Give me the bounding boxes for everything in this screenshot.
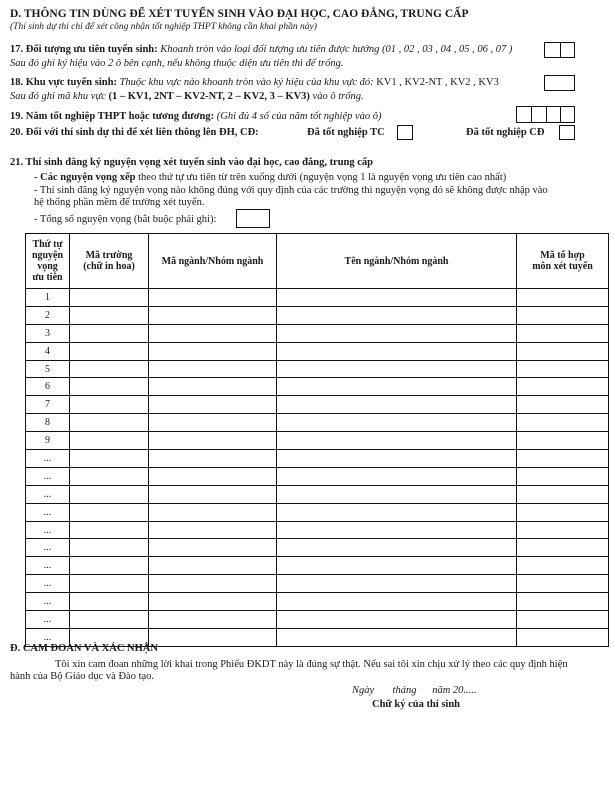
school-code-cell[interactable] (70, 450, 149, 468)
school-code-cell[interactable] (70, 414, 149, 432)
combination-cell[interactable] (517, 611, 609, 629)
major-code-cell[interactable] (149, 432, 277, 450)
section-d-note: (Thí sinh dự thi chỉ để xét công nhận tốt nghiệp THPT không cần khai phần này) (10, 22, 317, 32)
major-name-cell[interactable] (277, 414, 517, 432)
major-code-cell[interactable] (149, 396, 277, 414)
table-row (26, 289, 609, 307)
q19-line (10, 111, 382, 122)
q20-opt2-label: Đã tốt nghiệp CĐ (466, 127, 545, 138)
box-divider (560, 107, 561, 122)
major-name-cell[interactable] (277, 432, 517, 450)
priority-cell: 5 (26, 360, 70, 378)
q21-bullet2-line1: - Thí sinh đăng ký nguyện vọng nào không đúng với quy định của các trường thì nguyện vọng đó sẽ không được nhập vào (34, 185, 548, 196)
combination-cell[interactable] (517, 414, 609, 432)
major-name-cell[interactable] (277, 611, 517, 629)
signature-label: Chữ ký của thí sinh (372, 699, 460, 710)
q21-bullet3: - Tổng số nguyện vọng (bắt buộc phải ghi): (34, 214, 217, 225)
combination-cell[interactable] (517, 396, 609, 414)
school-code-cell[interactable] (70, 396, 149, 414)
priority-cell: ... (26, 450, 70, 468)
combination-cell[interactable] (517, 378, 609, 396)
total-aspirations-box[interactable] (236, 209, 270, 228)
q21-bullet2-line2: hệ thống phần mềm để trường xét tuyển. (34, 197, 205, 208)
table-row (26, 414, 609, 432)
priority-cell: ... (26, 611, 70, 629)
major-code-cell[interactable] (149, 342, 277, 360)
col-combination-header: Mã tổ hợp môn xét tuyển (517, 234, 609, 289)
major-code-cell[interactable] (149, 521, 277, 539)
combination-cell[interactable] (517, 360, 609, 378)
school-code-cell[interactable] (70, 289, 149, 307)
q19-year-box[interactable] (516, 106, 575, 123)
q20-label: 20. Đối với thí sinh dự thi để xét liên thông lên ĐH, CĐ: (10, 127, 259, 138)
major-name-cell[interactable] (277, 628, 517, 646)
major-name-cell[interactable] (277, 575, 517, 593)
box-divider (546, 107, 547, 122)
school-code-cell[interactable] (70, 521, 149, 539)
q18-text1: Thuộc khu vực nào khoanh tròn vào ký hiệu của khu vực đó: (119, 77, 374, 88)
box-divider (560, 43, 561, 57)
q20-cd-checkbox[interactable] (559, 125, 575, 140)
section-dd-title: Đ. CAM ĐOAN VÀ XÁC NHẬN (10, 643, 158, 654)
combination-cell[interactable] (517, 593, 609, 611)
priority-cell: ... (26, 593, 70, 611)
q18-line2 (10, 91, 364, 102)
major-code-cell[interactable] (149, 628, 277, 646)
table-row (26, 360, 609, 378)
combination-cell[interactable] (517, 539, 609, 557)
major-code-cell[interactable] (149, 467, 277, 485)
school-code-cell[interactable] (70, 324, 149, 342)
major-code-cell[interactable] (149, 450, 277, 468)
major-code-cell[interactable] (149, 611, 277, 629)
q21-bullet1 (34, 172, 506, 183)
q18-label: 18. Khu vực tuyển sinh: (10, 77, 117, 88)
major-name-cell[interactable] (277, 306, 517, 324)
major-code-cell[interactable] (149, 306, 277, 324)
major-code-cell[interactable] (149, 539, 277, 557)
combination-cell[interactable] (517, 432, 609, 450)
combination-cell[interactable] (517, 575, 609, 593)
priority-cell: ... (26, 467, 70, 485)
school-code-cell[interactable] (70, 575, 149, 593)
table-row (26, 450, 609, 468)
priority-cell: 8 (26, 414, 70, 432)
col-priority-header: Thứ tự nguyện vọng ưu tiên (26, 234, 70, 289)
school-code-cell[interactable] (70, 593, 149, 611)
major-code-cell[interactable] (149, 414, 277, 432)
priority-cell: ... (26, 485, 70, 503)
school-code-cell[interactable] (70, 557, 149, 575)
major-name-cell[interactable] (277, 539, 517, 557)
major-name-cell[interactable] (277, 521, 517, 539)
section-d-title: D. THÔNG TIN DÙNG ĐỂ XÉT TUYỂN SINH VÀO ĐẠI HỌC, CAO ĐẲNG, TRUNG CẤP (10, 8, 469, 20)
major-name-cell[interactable] (277, 396, 517, 414)
col-major-code-header: Mã ngành/Nhóm ngành (149, 234, 277, 289)
q19-note: (Ghi đủ 4 số của năm tốt nghiệp vào ô) (216, 111, 382, 122)
q20-tc-checkbox[interactable] (397, 125, 413, 140)
table-row (26, 324, 609, 342)
box-divider (531, 107, 532, 122)
combination-cell[interactable] (517, 467, 609, 485)
school-code-cell[interactable] (70, 467, 149, 485)
major-code-cell[interactable] (149, 289, 277, 307)
school-code-cell[interactable] (70, 306, 149, 324)
priority-cell: ... (26, 521, 70, 539)
major-name-cell[interactable] (277, 342, 517, 360)
signature-date: Ngày tháng năm 20..... (352, 685, 477, 696)
commitment-line1: Tôi xin cam đoan những lời khai trong Phiếu ĐKDT này là đúng sự thật. Nếu sai tôi xin chịu xử lý theo các quy định hiện (55, 659, 568, 670)
major-name-cell[interactable] (277, 485, 517, 503)
q18-codes: KV1 , KV2-NT , KV2 , KV3 (376, 77, 499, 88)
school-code-cell[interactable] (70, 360, 149, 378)
q18-text2c: vào ô trống. (312, 91, 364, 102)
major-code-cell[interactable] (149, 378, 277, 396)
major-name-cell[interactable] (277, 360, 517, 378)
combination-cell[interactable] (517, 521, 609, 539)
combination-cell[interactable] (517, 324, 609, 342)
q19-label: 19. Năm tốt nghiệp THPT hoặc tương đương: (10, 111, 215, 122)
combination-cell[interactable] (517, 557, 609, 575)
major-name-cell[interactable] (277, 324, 517, 342)
table-row (26, 557, 609, 575)
q17-line1 (10, 44, 512, 55)
table-row (26, 503, 609, 521)
table-row (26, 378, 609, 396)
school-code-cell[interactable] (70, 503, 149, 521)
col-major-name-header: Tên ngành/Nhóm ngành (277, 234, 517, 289)
table-row (26, 342, 609, 360)
q17-label: 17. Đối tượng ưu tiên tuyển sinh: (10, 44, 158, 55)
q21-label: 21. Thí sinh đăng ký nguyện vọng xét tuyển sinh vào đại học, cao đẳng, trung cấp (10, 157, 374, 168)
priority-cell: ... (26, 575, 70, 593)
major-code-cell[interactable] (149, 557, 277, 575)
commitment-line2: hành của Bộ Giáo dục và Đào tạo. (10, 671, 155, 682)
combination-cell[interactable] (517, 503, 609, 521)
q18-line1 (10, 77, 499, 88)
combination-cell[interactable] (517, 485, 609, 503)
combination-cell[interactable] (517, 628, 609, 646)
major-name-cell[interactable] (277, 467, 517, 485)
q18-text2a: Sau đó ghi mã khu vực (10, 91, 106, 102)
school-code-cell[interactable] (70, 342, 149, 360)
table-row (26, 575, 609, 593)
major-name-cell[interactable] (277, 593, 517, 611)
table-row (26, 539, 609, 557)
q21-bullet1a: - Các nguyện vọng xếp (34, 172, 136, 183)
table-row (26, 611, 609, 629)
q18-area-code-box[interactable] (544, 75, 575, 91)
major-name-cell[interactable] (277, 378, 517, 396)
priority-cell: 4 (26, 342, 70, 360)
priority-cell: 9 (26, 432, 70, 450)
q21-bullet1b: theo thứ tự ưu tiên từ trên xuống dưới (nguyện vọng 1 là nguyện vọng ưu tiên cao nhất) (138, 172, 507, 183)
major-name-cell[interactable] (277, 557, 517, 575)
school-code-cell[interactable] (70, 432, 149, 450)
combination-cell[interactable] (517, 289, 609, 307)
combination-cell[interactable] (517, 306, 609, 324)
table-header-row (26, 234, 609, 289)
major-code-cell[interactable] (149, 360, 277, 378)
q20-opt1-label: Đã tốt nghiệp TC (307, 127, 385, 138)
school-code-cell[interactable] (70, 539, 149, 557)
priority-cell: 2 (26, 306, 70, 324)
school-code-cell[interactable] (70, 611, 149, 629)
major-code-cell[interactable] (149, 575, 277, 593)
q18-text2b: (1 – KV1, 2NT – KV2-NT, 2 – KV2, 3 – KV3) (108, 91, 310, 102)
q17-text2: Sau đó ghi ký hiệu vào 2 ô bên cạnh, nếu không thuộc diện ưu tiên thì để trống. (10, 58, 344, 69)
major-name-cell[interactable] (277, 289, 517, 307)
table-row (26, 521, 609, 539)
priority-cell: 6 (26, 378, 70, 396)
q17-text1: Khoanh tròn vào loại đối tượng ưu tiên được hưởng (01 , 02 , 03 , 04 , 05 , 06 , 07 ) (160, 44, 513, 55)
priority-cell: 7 (26, 396, 70, 414)
table-row (26, 306, 609, 324)
priority-cell: ... (26, 557, 70, 575)
major-name-cell[interactable] (277, 503, 517, 521)
col-school-code-header: Mã trường (chữ in hoa) (70, 234, 149, 289)
priority-cell: ... (26, 628, 70, 646)
priority-cell: 1 (26, 289, 70, 307)
major-code-cell[interactable] (149, 324, 277, 342)
major-code-cell[interactable] (149, 593, 277, 611)
school-code-cell[interactable] (70, 378, 149, 396)
major-name-cell[interactable] (277, 450, 517, 468)
priority-cell: 3 (26, 324, 70, 342)
table-row (26, 467, 609, 485)
major-code-cell[interactable] (149, 485, 277, 503)
school-code-cell[interactable] (70, 485, 149, 503)
table-row (26, 396, 609, 414)
combination-cell[interactable] (517, 450, 609, 468)
combination-cell[interactable] (517, 342, 609, 360)
aspiration-table (25, 233, 609, 647)
q17-priority-code-box[interactable] (544, 42, 575, 58)
table-row (26, 485, 609, 503)
table-row (26, 432, 609, 450)
priority-cell: ... (26, 539, 70, 557)
priority-cell: ... (26, 503, 70, 521)
table-row (26, 593, 609, 611)
major-code-cell[interactable] (149, 503, 277, 521)
